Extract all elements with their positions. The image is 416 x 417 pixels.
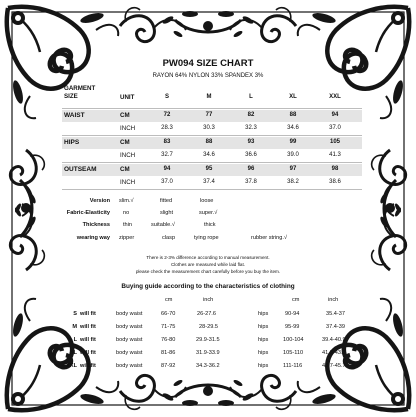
guide-title: Buying guide according to the characteristics of clothing [121,283,295,290]
table-cell: 77 [205,112,213,118]
table-cell: 38.2 [287,179,299,185]
attr-option: zipper [119,235,135,241]
guide-value: 43.7-45.7 [322,363,346,369]
guide-unit-cm: cm [165,297,173,303]
attr-option: no [123,210,130,216]
attr-label-fabric-elasticity: Fabric-Elasticity [66,210,110,216]
guide-part: body waist [116,311,143,317]
guide-part: hips [258,363,269,369]
guide-value: 39.4-40.9 [322,337,346,343]
header-size-xxl: XXL [329,94,341,100]
table-cell: 88 [289,112,297,118]
table-cell: 32.3 [245,125,257,131]
guide-value: 81-86 [161,350,176,356]
row-unit: INCH [120,125,136,132]
attr-option: clasp [162,235,176,241]
guide-size: L [73,337,77,343]
table-cell: 83 [163,139,171,145]
guide-size: XXL [66,363,77,369]
guide-will-fit: will fit [80,324,96,330]
row-unit: CM [120,139,130,146]
guide-part: body waist [116,337,143,343]
note-line: There is 2-3% difference according to manual measurement. [146,255,270,260]
header-size-s: S [164,94,169,100]
table-cell: 93 [247,139,255,145]
guide-part: body waist [116,363,143,369]
guide-will-fit: will fit [80,311,96,317]
table-cell: 96 [247,166,255,172]
attr-option: fitted [160,198,173,204]
row-unit: CM [120,166,130,173]
guide-value: 90-94 [285,311,300,317]
table-cell: 37.8 [245,179,257,185]
guide-unit-inch: inch [203,297,214,303]
attr-option: tying rope [194,235,219,241]
table-cell: 37.0 [329,125,341,131]
guide-size: XL [69,350,77,356]
attr-option: loose [200,198,214,204]
row-label-hips: HIPS [64,139,80,146]
header-size-l: L [249,94,253,100]
table-cell: 105 [329,139,340,145]
guide-part: body waist [116,324,143,330]
attr-label-version: Version [89,198,110,204]
guide-value: 71-75 [161,324,176,330]
table-divider [62,108,362,109]
table-cell: 28.3 [161,125,173,131]
table-cell: 98 [331,166,339,172]
guide-part: hips [258,350,269,356]
table-cell: 39.0 [287,152,299,158]
guide-will-fit: will fit [80,337,96,343]
attr-option: thin [123,222,133,228]
attr-option: slim.√ [119,198,134,204]
guide-value: 87-92 [161,363,176,369]
header-unit: UNIT [120,94,135,101]
header-size-xl: XL [289,94,297,100]
guide-value: 29.9-31.5 [196,337,220,343]
guide-part: body waist [116,350,143,356]
guide-part: hips [258,324,269,330]
table-cell: 36.6 [245,152,257,158]
table-cell: 97 [289,166,297,172]
table-cell: 88 [205,139,213,145]
guide-value: 95-99 [285,324,300,330]
table-cell: 72 [163,112,171,118]
guide-value: 26-27.6 [197,311,216,317]
header-size-m: M [206,94,212,100]
table-cell: 41.3 [329,152,341,158]
guide-will-fit: will fit [80,350,96,356]
attr-option: super.√ [199,210,218,216]
table-cell: 99 [289,139,297,145]
guide-value: 37.4-39 [326,324,345,330]
guide-unit-inch: inch [328,297,339,303]
guide-value: 66-70 [161,311,176,317]
table-cell: 30.3 [203,125,215,131]
guide-size: S [73,311,77,317]
attr-label-wearing-way: wearing way [76,235,110,241]
guide-value: 31.9-33.9 [196,350,220,356]
table-cell: 94 [331,112,339,118]
note-line: please check the measurement chart carefully before you buy the item. [135,269,281,274]
table-cell: 82 [247,112,255,118]
attr-option: thick [204,222,216,228]
table-cell: 34.6 [203,152,215,158]
table-cell: 37.4 [203,179,215,185]
material-composition: RAYON 64% NYLON 33% SPANDEX 3% [152,73,264,79]
table-divider [62,162,362,163]
attr-option: suitable.√ [151,222,175,228]
row-unit: INCH [120,152,136,159]
row-unit: INCH [120,179,136,186]
guide-value: 41.3-43.3 [322,350,346,356]
guide-value: 35.4-37 [326,311,345,317]
row-label-waist: WAIST [64,112,85,119]
table-cell: 34.6 [287,125,299,131]
header-garment-size: GARMENT SIZE [64,85,96,100]
guide-value: 111-116 [283,363,303,369]
guide-value: 28-29.5 [199,324,218,330]
guide-unit-cm: cm [292,297,300,303]
attr-option: rubber string.√ [251,235,288,241]
table-cell: 94 [163,166,171,172]
table-cell: 37.0 [161,179,173,185]
guide-size: M [72,324,77,330]
attr-option: slight [160,210,174,216]
guide-value: 76-80 [161,337,176,343]
table-cell: 95 [205,166,213,172]
note-line: Clothes are measured while laid flat. [170,262,246,267]
guide-value: 34.3-36.2 [196,363,220,369]
guide-value: 105-110 [283,350,304,356]
guide-part: hips [258,337,269,343]
page-title: PW094 SIZE CHART [162,58,254,69]
table-divider [62,189,362,190]
guide-value: 100-104 [283,337,304,343]
table-divider [62,135,362,136]
guide-part: hips [258,311,269,317]
attr-label-thickness: Thickness [82,222,110,228]
row-unit: CM [120,112,130,119]
table-cell: 32.7 [161,152,173,158]
guide-will-fit: will fit [80,363,96,369]
row-label-outseam: OUTSEAM [64,166,97,173]
table-cell: 38.6 [329,179,341,185]
